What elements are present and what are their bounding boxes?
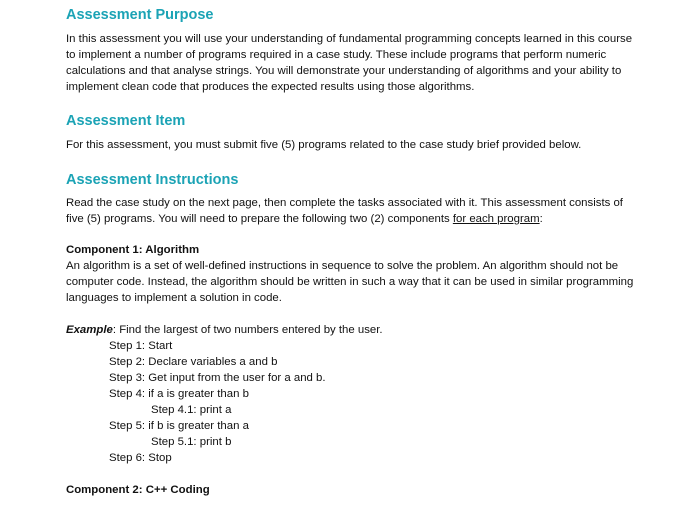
example-step: Step 4: if a is greater than b	[109, 388, 249, 400]
example-substep: Step 4.1: print a	[151, 404, 232, 416]
component2-title: Component 2: C++ Coding	[66, 484, 210, 496]
purpose-heading: Assessment Purpose	[66, 7, 214, 23]
instructions-heading: Assessment Instructions	[66, 172, 239, 188]
instructions-text-end: :	[539, 213, 543, 225]
instructions-text-underlined: for each program	[452, 213, 540, 225]
example-step: Step 1: Start	[109, 340, 173, 352]
example-line	[66, 322, 636, 338]
instructions-text	[66, 195, 636, 227]
instructions-text-main: Read the case study on the next page, then complete the tasks associated with it. This assessment consists of five (5) programs. You will need to prepare the following two (2) components	[66, 197, 623, 225]
purpose-text: In this assessment you will use your understanding of fundamental programming concepts learned in this course to implement a number of programs required in a case study. These include programs that perform numeric calculations and that analyse strings. You will demonstrate your understanding of algorithms and your ability to implement clean code that produces the expected results using those algorithms.	[66, 33, 633, 93]
component1-title: Component 1: Algorithm	[66, 244, 200, 256]
item-heading: Assessment Item	[66, 113, 186, 129]
example-step: Step 2: Declare variables a and b	[109, 356, 278, 368]
example-substep: Step 5.1: print b	[151, 436, 232, 448]
example-label: Example	[66, 324, 113, 336]
item-text: For this assessment, you must submit five (5) programs related to the case study brief provided below.	[66, 139, 582, 151]
component1-text: An algorithm is a set of well-defined instructions in sequence to solve the problem. An algorithm should not be computer code. Instead, the algorithm should be written in such a way that it can be used in similar programming languages to implement a solution in code.	[66, 260, 634, 304]
example-step: Step 3: Get input from the user for a and b.	[109, 372, 326, 384]
example-step: Step 6: Stop	[109, 452, 172, 464]
example-text: : Find the largest of two numbers entered by the user.	[112, 324, 383, 336]
example-step: Step 5: if b is greater than a	[109, 420, 249, 432]
